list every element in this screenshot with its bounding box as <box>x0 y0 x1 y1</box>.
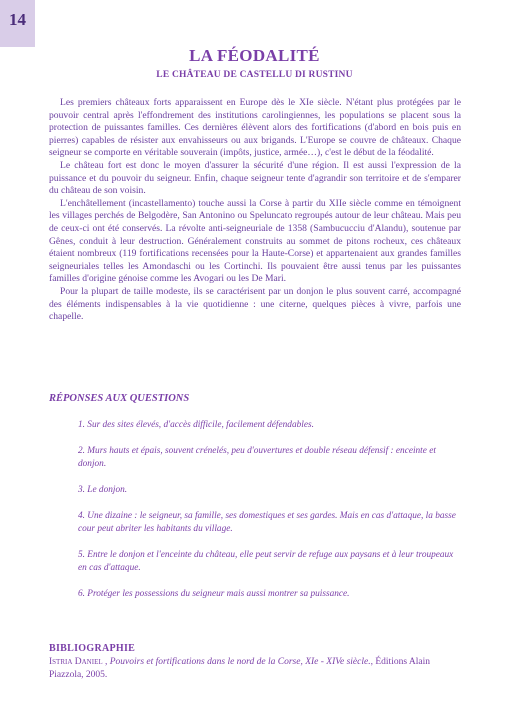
answer-item: 1. Sur des sites élevés, d'accès difficile, facilement défendables. <box>78 420 314 430</box>
bibliography-separator: , <box>102 657 110 667</box>
bibliography-entry <box>49 656 459 681</box>
answer-item: 2. Murs hauts et épais, souvent crénelés, peu d'ouvertures et double réseau défensif : enceinte et donjon. <box>78 446 436 469</box>
body-text <box>49 97 461 324</box>
answer-item: 6. Protéger les possessions du seigneur mais aussi montrer sa puissance. <box>78 589 350 599</box>
page-subtitle: LE CHÂTEAU DE CASTELLU DI RUSTINU <box>156 70 353 80</box>
answer-item: 4. Une dizaine : le seigneur, sa famille, ses domestiques et ses gardes. Mais en cas d'attaque, la basse cour peut abriter les habitants du village. <box>78 511 456 534</box>
bibliography-publisher: , Éditions Alain Piazzola, 2005. <box>49 657 430 680</box>
bibliography-heading: BIBLIOGRAPHIE <box>49 643 136 654</box>
answers-list <box>78 419 463 614</box>
paragraph: Les premiers châteaux forts apparaissent en Europe dès le XIe siècle. N'étant plus protégées par le pouvoir central après l'effondrement des institutions carolingiennes, les populations se placent sous la protection de puissantes familles. Ces dernières élèvent alors des fortifications (d'abord en bois puis en pierres) capables de résister aux envahisseurs ou aux brigands. L'Europe se couvre de châteaux. Chaque seigneur se comporte en véritable souverain (impôts, justice, armée…), c'est le début de la féodalité. <box>49 97 461 159</box>
page-title: LA FÉODALITÉ <box>189 46 320 65</box>
paragraph: Le château fort est donc le moyen d'assurer la sécurité d'une région. Il est aussi l'expression de la puissance et du pouvoir du seigneur. Enfin, chaque seigneur tente d'agrandir son territoire et de s'emparer du château de son voisin. <box>49 159 461 197</box>
page-number: 14 <box>9 10 26 29</box>
bibliography-author: Istria Daniel <box>49 657 103 667</box>
page-number-tab <box>0 0 35 47</box>
paragraph: Pour la plupart de taille modeste, ils se caractérisent par un donjon le plus souvent carré, accompagné des éléments indispensables à la vie quotidienne : une citerne, quelques pièces à vivre, parfois une chapelle. <box>49 285 461 323</box>
paragraph: L'enchâtellement (incastellamento) touche aussi la Corse à partir du XIIe siècle comme en témoignent les villages perchés de Belgodère, San Antonino ou Speluncato regroupés autour de leur château. Mais peu de ceux-ci ont été conservés. La révolte anti-seigneuriale de 1358 (Sambucucciu d'Alandu), soutenue par Gênes, conduit à leur destruction. Généralement construits au sommet de pitons rocheux, ces châteaux étaient nombreux (119 fortifications recensées pour la Haute-Corse) et appartenaient aux grandes familles seigneuriales telles les Amondaschi ou les Cortinchi. Ils pouvaient être aussi tenus par les puissantes familles d'origine génoise comme les Avogari ou les De Mari. <box>49 197 461 285</box>
answers-heading: RÉPONSES AUX QUESTIONS <box>49 393 190 404</box>
answer-item: 3. Le donjon. <box>78 485 128 495</box>
answer-item: 5. Entre le donjon et l'enceinte du château, elle peut servir de refuge aux paysans et à leur troupeaux en cas d'attaque. <box>78 550 454 573</box>
bibliography-work: Pouvoirs et fortifications dans le nord de la Corse, XIe - XIVe siècle. <box>109 657 371 667</box>
